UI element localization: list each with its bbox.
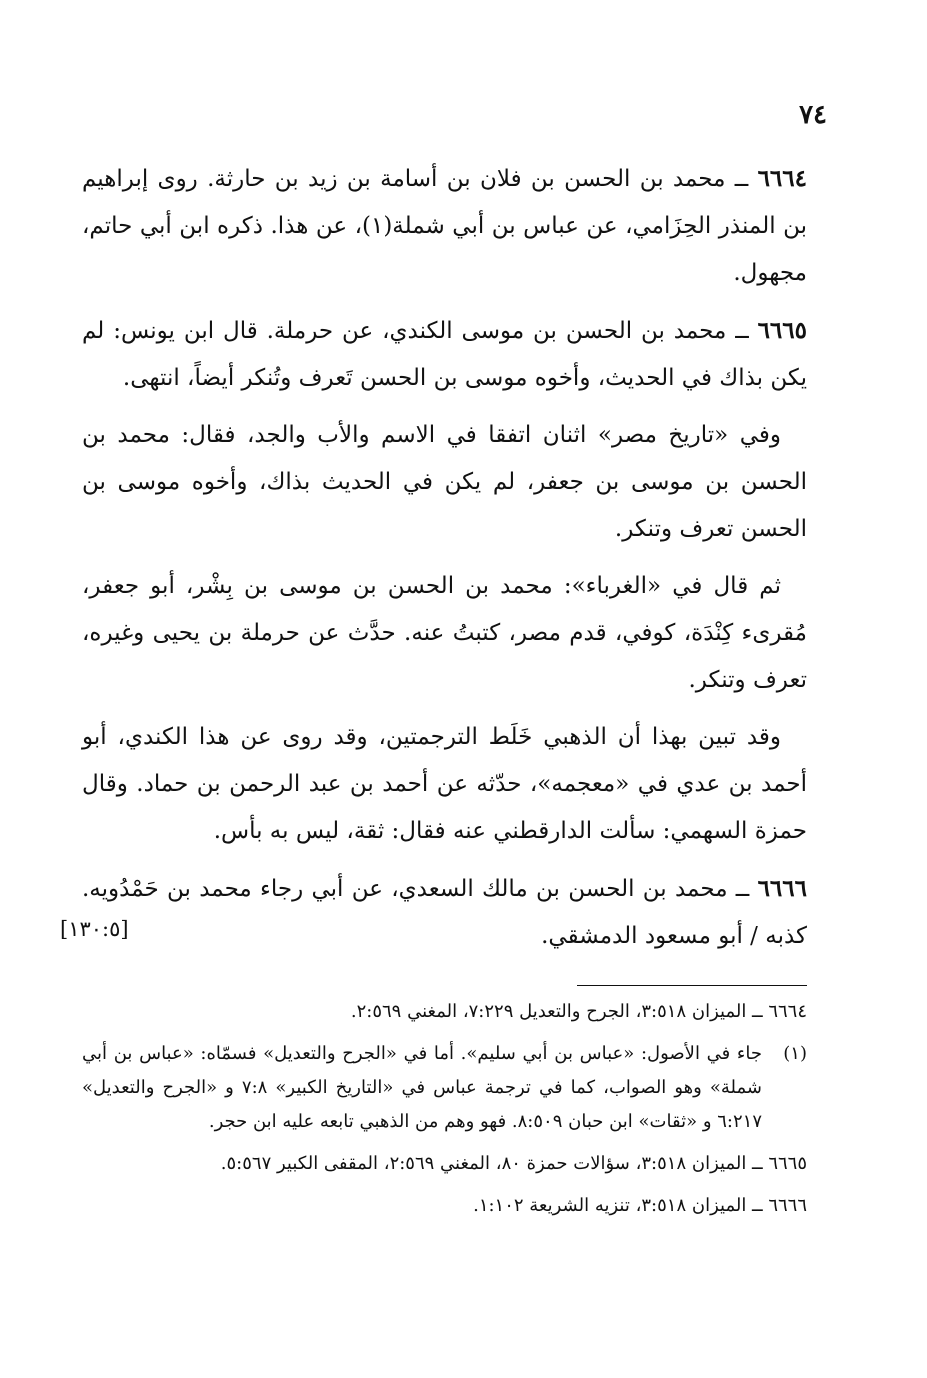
- footnote-6665: [82, 1147, 807, 1181]
- footnote-divider: [577, 985, 807, 986]
- footnote-text: ٦٦٦٥ ــ الميزان ٣:٥١٨، سؤالات حمزة ٨٠، المغني ٢:٥٦٩، المقفى الكبير ٥:٥٦٧.: [220, 1153, 807, 1174]
- paragraph-entry-6665: [82, 307, 807, 402]
- margin-reference: [١٣٠:٥]: [60, 917, 129, 941]
- paragraph-text: وفي «تاريخ مصر» اثنان اتفقا في الاسم والأب والجد، فقال: محمد بن الحسن بن موسى بن جعفر، لم يكن في الحديث بذاك، وأخوه موسى بن الحسن تعرف وتنكر.: [82, 422, 807, 542]
- paragraph-text: ــ محمد بن الحسن بن فلان بن أسامة بن زيد بن حارثة. روى إبراهيم بن المنذر الحِزَامي، عن عباس بن أبي شملة(١)، عن هذا. ذكره ابن أبي حاتم، مجهول.: [82, 166, 807, 286]
- entry-number: ٦٦٦٤: [757, 165, 807, 192]
- footnote-6664: [82, 995, 807, 1029]
- footnotes: [82, 995, 807, 1231]
- footnote-6666: [82, 1189, 807, 1223]
- page-number: ٧٤: [799, 100, 827, 130]
- footnote-text: ٦٦٦٦ ــ الميزان ٣:٥١٨، تنزيه الشريعة ١:١٠٢.: [473, 1195, 807, 1216]
- paragraph-text: ــ محمد بن الحسن بن موسى الكندي، عن حرملة. قال ابن يونس: لم يكن بذاك في الحديث، وأخوه موسى بن الحسن تَعرف وتُنكر أيضاً، انتهى.: [82, 318, 807, 391]
- paragraph-entry-6664: [82, 155, 807, 297]
- paragraph-entry-6666: [82, 865, 807, 960]
- paragraph-text: ثم قال في «الغرباء»: محمد بن الحسن بن موسى بن بِشْر، أبو جعفر، مُقرىء كِنْدَة، كوفي، قدم مصر، كتبتُ عنه. حدَّث عن حرملة بن يحيى وغيره، تعرف وتنكر.: [82, 573, 807, 693]
- paragraph-ghuraba: [82, 563, 807, 704]
- paragraph-text: وقد تبين بهذا أن الذهبي خَلَط الترجمتين، وقد روى عن هذا الكندي، أبو أحمد بن عدي في «معجمه»، حدّثه عن أحمد بن عبد الرحمن بن حماد. وقال حمزة السهمي: سألت الدارقطني عنه فقال: ثقة، ليس به بأس.: [82, 724, 807, 844]
- paragraph-dhahabi-note: [82, 714, 807, 855]
- footnote-text: جاء في الأصول: «عباس بن أبي سليم». أما في «الجرح والتعديل» فسمّاه: «عباس بن أبي شملة» وهو الصواب، كما في ترجمة عباس في «التاريخ الكبير» ٧:٨ و «الجرح والتعديل» ٦:٢١٧ و «ثقات» ابن حبان ٨:٥٠٩. فهو وهم من الذهبي تابعه عليه ابن حجر.: [82, 1043, 763, 1132]
- footnote-1: [82, 1037, 807, 1139]
- footnote-text: ٦٦٦٤ ــ الميزان ٣:٥١٨، الجرح والتعديل ٧:٢٢٩، المغني ٢:٥٦٩.: [350, 1001, 807, 1022]
- main-text: [82, 155, 807, 970]
- entry-number: ٦٦٦٦: [757, 875, 807, 902]
- entry-number: ٦٦٦٥: [757, 317, 807, 344]
- paragraph-tarikh-misr: [82, 412, 807, 553]
- footnote-marker: (١): [783, 1043, 807, 1064]
- paragraph-text: ــ محمد بن الحسن بن مالك السعدي، عن أبي رجاء محمد بن حَمْدُويه. كذبه / أبو مسعود الدمشقي.: [82, 876, 807, 949]
